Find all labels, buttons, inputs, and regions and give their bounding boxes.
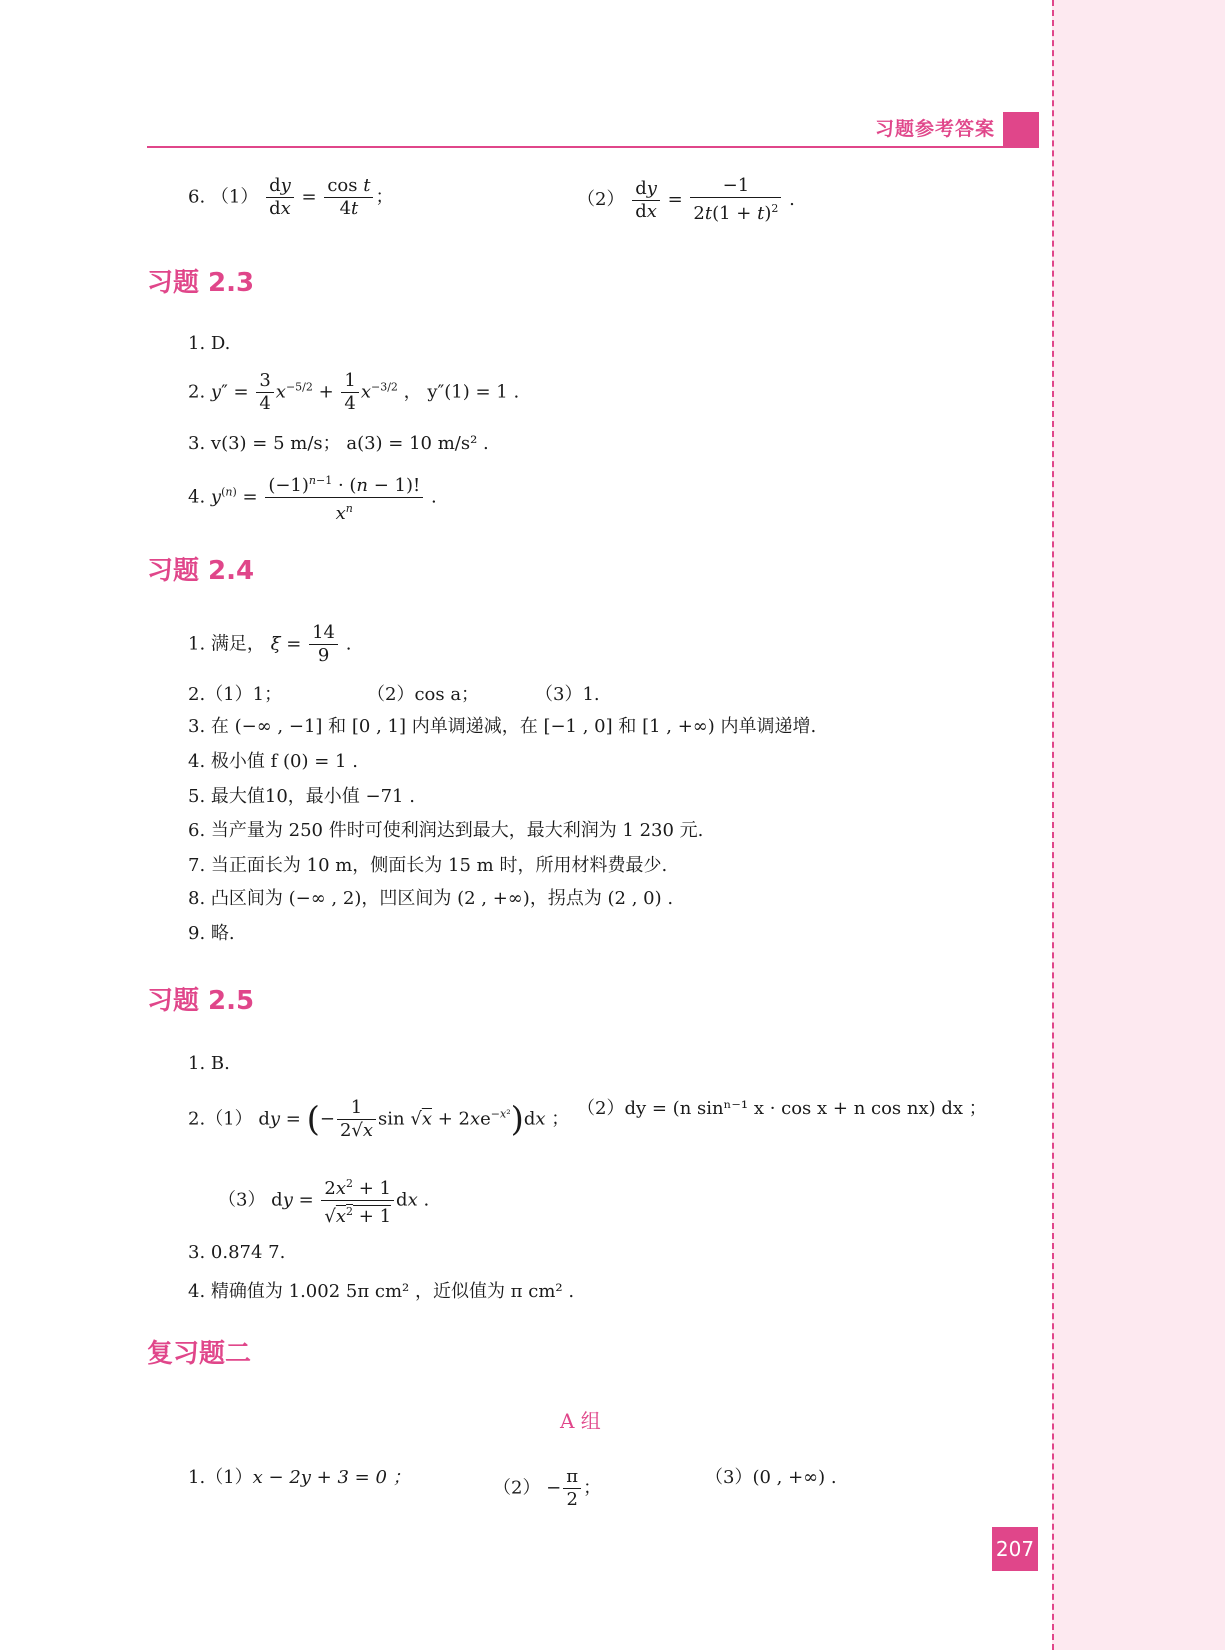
part-label: （3）: [535, 684, 583, 705]
answer-tail: ， y″(1) = 1 .: [403, 381, 520, 403]
section-title-review: 复习题二: [147, 1339, 252, 1369]
item-label: 1. 满足，: [188, 633, 265, 655]
part-answer: dy = (n sinⁿ⁻¹ x · cos x + n cos nx) dx ；: [624, 1098, 987, 1119]
margin-dash-line: [1052, 0, 1054, 1650]
fraction-pi-2: $\frac{\pi}{2}$: [563, 1466, 581, 1511]
part-label: （2）: [577, 189, 625, 210]
fraction-14-9: $\frac{14}{9}$: [309, 622, 338, 667]
answer-line-6: 6. （1） $\frac{dy}{dx}$ = $\frac{\text{cos t}}{4t}$ ；: [188, 175, 394, 219]
part-label: （1）: [210, 186, 259, 208]
answer-2-4-2: [188, 683, 282, 707]
fraction-3-4: $\frac{3}{4}$: [256, 370, 273, 415]
fraction-dydx: $\frac{dy}{dx}$: [266, 175, 294, 220]
answer-review-1-part3: [705, 1466, 837, 1490]
page-number: 207: [992, 1527, 1038, 1571]
answer-2-5-4: 4. 精确值为 1.002 5π cm² ，近似值为 π cm² .: [188, 1281, 575, 1302]
answer-2-3-3: 3. v(3) = 5 m/s； a(3) = 10 m/s² .: [188, 433, 489, 454]
fraction-dydx: $\frac{dy}{dx}$: [632, 178, 660, 223]
answer-2-4-1: 1. 满足， ξ = $\frac{14}{9}$ .: [188, 622, 352, 666]
answer-2-5-1: 1. B.: [188, 1053, 230, 1074]
answer-2-3-4: 4. $y^{(n)}$ = $\frac{(-1)^{n-1} \cdot (n - 1)!}{x^n}$ .: [188, 470, 437, 525]
answer-line-6-part2: （2） $\frac{dy}{dx}$ = $\frac{-1}{2t(1 + t)^2}$ .: [577, 175, 795, 224]
answer-2-5-2: 2.（1） dy = (− $\frac{1}{2√x}$ $\sin √x + 2xe^{-x^2})dx$ ；: [188, 1097, 570, 1141]
answer-2-4-7: 7. 当正面长为 10 m，侧面长为 15 m 时，所用材料费最少.: [188, 855, 668, 876]
part-label: （3）: [218, 1189, 266, 1211]
fraction-dy-part3: $\frac{2x^2 + 1}{√x^2 + 1}$: [321, 1173, 394, 1228]
part-label: （1）: [205, 1467, 253, 1488]
item-number: 2.: [188, 381, 206, 403]
part-label: （1）: [205, 1108, 253, 1130]
fraction-1-over-2sqrtx: $\frac{1}{2√x}$: [337, 1097, 376, 1142]
answer-2-4-3: 3. 在 (−∞ , −1] 和 [0 , 1] 内单调递减，在 [−1 , 0] 和 [1 , +∞) 内单调递增.: [188, 716, 817, 737]
answer-2-5-3: 3. 0.874 7.: [188, 1242, 286, 1263]
item-number: 1.: [188, 1467, 206, 1488]
part-answer: 1；: [252, 684, 283, 705]
answer-2-4-8: 8. 凸区间为 (−∞ , 2)，凹区间为 (2 , +∞)，拐点为 (2 , 0) .: [188, 888, 674, 909]
answer-2-4-5: 5. 最大值10，最小值 −71 .: [188, 786, 415, 807]
part-answer: cos a；: [414, 684, 480, 705]
fraction-1-4: $\frac{1}{4}$: [341, 370, 358, 415]
part-label: （3）: [705, 1467, 753, 1488]
answer-review-1: [188, 1466, 411, 1490]
part-answer: x − 2y + 3 = 0 ；: [252, 1467, 411, 1488]
part-label: （2）: [493, 1477, 541, 1499]
item-number: 2.: [188, 1108, 206, 1130]
answer-2-3-1: 1. D.: [188, 333, 231, 354]
header-title: 习题参考答案: [874, 118, 995, 140]
header-accent-block: [1003, 112, 1039, 146]
page-header: [147, 112, 1039, 148]
answer-2-4-4: 4. 极小值 f (0) = 1 .: [188, 751, 358, 772]
group-label: A 组: [560, 1409, 601, 1433]
part-label: （2）: [367, 684, 415, 705]
answer-2-5-2-part3: （3） dy = $\frac{2x^2 + 1}{√x^2 + 1}$ dx .: [218, 1173, 429, 1228]
answer-2-5-2-part2: [577, 1097, 987, 1121]
answer-2-3-2: 2. y″ = $\frac{3}{4}$ $x^{-5/2}$ + $\frac{1}{4}$ $x^{-3/2}$ ， y″(1) = 1 .: [188, 370, 520, 414]
part-label: （1）: [205, 684, 253, 705]
part-answer: (0 , +∞) .: [752, 1467, 837, 1488]
section-title-2-4: 习题 2.4: [147, 556, 255, 586]
answer-2-4-9: 9. 略.: [188, 923, 235, 944]
part-label: （2）: [577, 1098, 625, 1119]
fraction-cost: $\frac{\text{cos t}}{4t}$: [324, 175, 373, 220]
answer-2-4-6: 6. 当产量为 250 件时可使利润达到最大，最大利润为 1 230 元.: [188, 820, 704, 841]
fraction-nth-derivative: $\frac{(-1)^{n-1} \cdot (n - 1)!}{x^n}$: [265, 470, 423, 525]
item-number: 6.: [188, 186, 206, 208]
item-number: 4.: [188, 486, 206, 508]
margin-strip: [1052, 0, 1225, 1650]
section-title-2-5: 习题 2.5: [147, 986, 255, 1016]
section-title-2-3: 习题 2.3: [147, 268, 255, 298]
fraction-result: $\frac{-1}{2t(1 + t)^2}$: [690, 175, 781, 225]
answer-2-4-2-part2: [367, 683, 479, 707]
answer-review-1-part2: （2） − $\frac{\pi}{2}$ ；: [493, 1466, 602, 1510]
answer-2-4-2-part3: [535, 683, 600, 707]
part-answer: 1.: [582, 684, 600, 705]
item-number: 2.: [188, 684, 206, 705]
